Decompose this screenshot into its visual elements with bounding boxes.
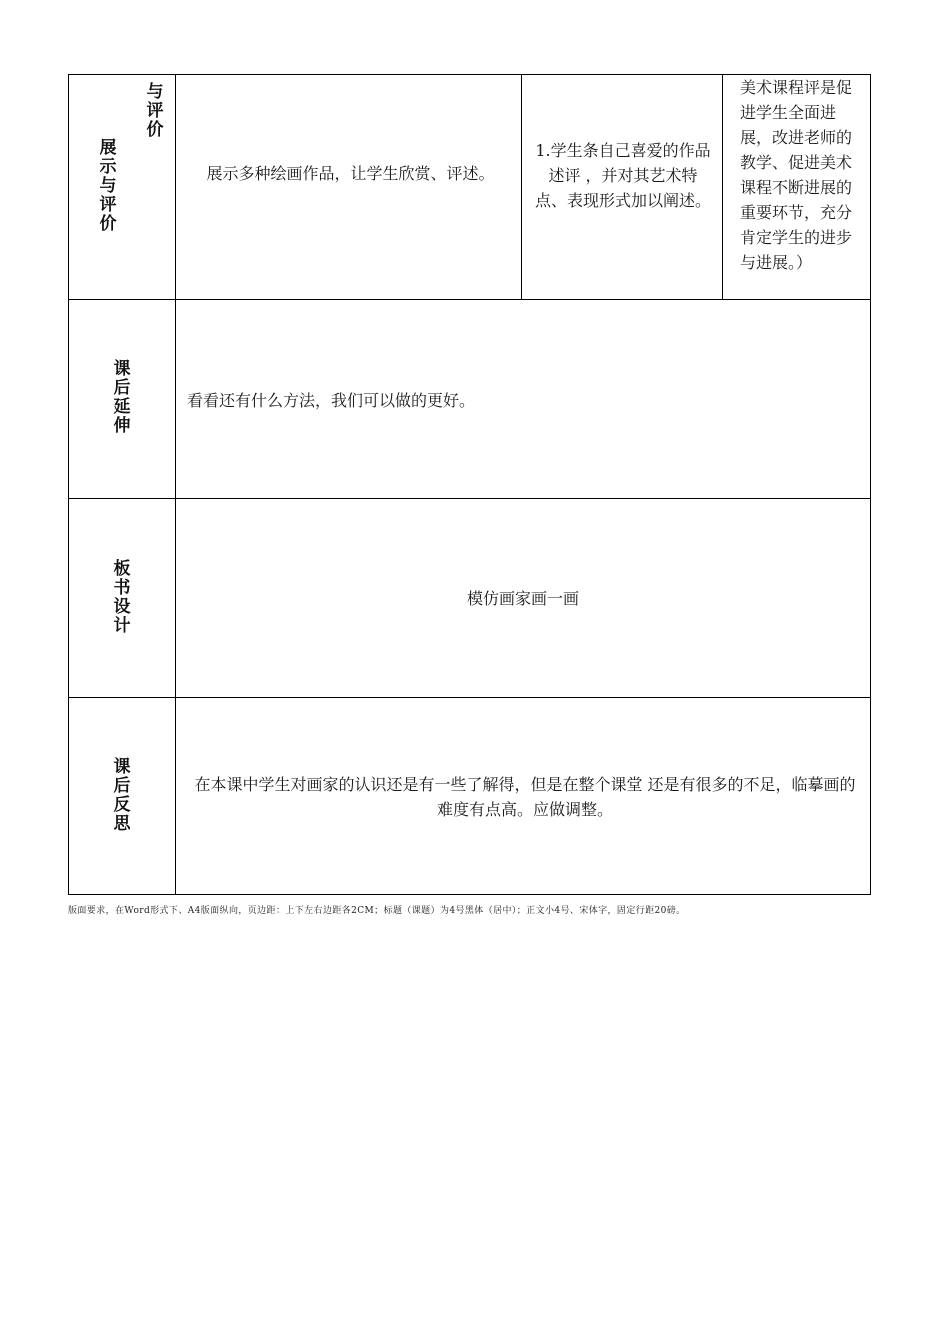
intent-text: 美术课程评是促进学生全面进展，改进老师的教学、促进美术课程不断进展的重要环节，充分肯定学生的进步与进展。） [740,78,853,272]
board-design-text: 模仿画家画一画 [466,589,579,608]
row-label-cell [69,499,176,697]
activity-cell [176,75,522,299]
activity-text: 展示多种绘画作品，让学生欣赏、评述。 [206,164,495,183]
reflection-text: 在本课中学生对画家的认识还是有一些了解得，但是在整个课堂 还是有很多的不足，临摹画的难度有点高。应做调整。 [194,775,856,819]
reflection-cell [176,698,870,894]
label-fragment: 与评价 [146,82,164,140]
intent-cell [723,75,870,299]
student-text: 1.学生条自己喜爱的作品述评 ，并对其艺术特点、表现形式加以阐述。 [534,141,711,210]
row-label-cell [69,300,176,498]
format-requirements-note: 版面要求，在Word形式下、A4版面纵向，页边距：上下左右边距各2CM；标题（课题）为4号黑体（居中）；正文小4号、宋体字，固定行距20磅。 [68,906,686,916]
row-label: 展示与评价 [99,138,117,234]
row-label: 板书设计 [113,559,131,636]
row-label-cell [69,75,176,299]
extension-cell [176,300,870,498]
row-extension [69,300,870,499]
row-display-evaluation [69,75,870,300]
row-board-design [69,499,870,698]
row-label-cell [69,698,176,894]
row-label: 课后反思 [113,757,131,834]
student-cell [522,75,723,299]
lesson-plan-table [68,74,871,895]
row-reflection [69,698,870,894]
extension-text: 看看还有什么方法，我们可以做的更好。 [187,391,476,410]
board-design-cell [176,499,870,697]
row-label: 课后延伸 [113,359,131,436]
